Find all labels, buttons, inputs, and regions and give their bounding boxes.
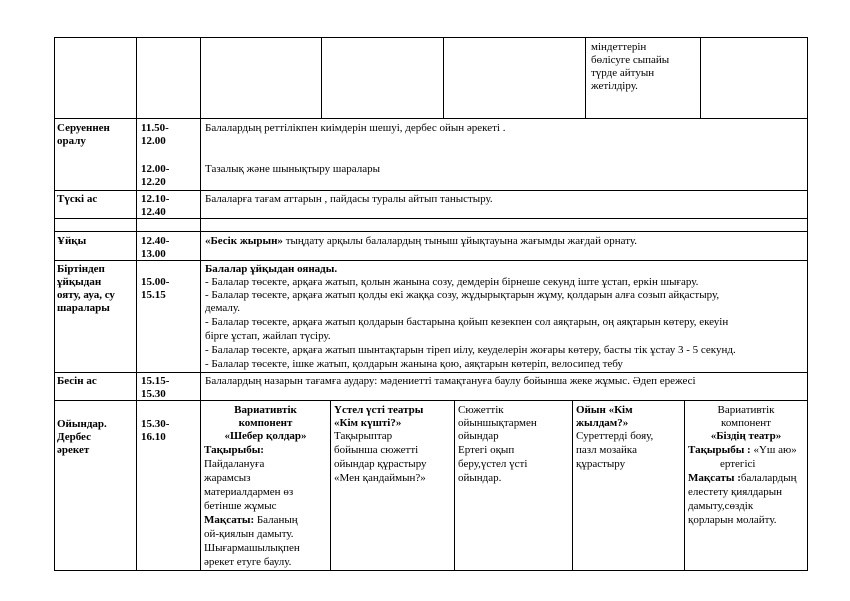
story-line: Ертегі оқып bbox=[458, 444, 515, 456]
rule-after-sleep bbox=[54, 260, 808, 261]
topic-line bbox=[688, 444, 797, 458]
rule-top-c6 bbox=[700, 37, 701, 119]
goal-line bbox=[688, 472, 797, 486]
row-label: ұйқыдан bbox=[57, 276, 102, 288]
theatre-line: «Мен қандаймын?» bbox=[334, 472, 426, 484]
rule-left bbox=[54, 37, 55, 571]
topic-text: бетінше жұмыс bbox=[204, 500, 277, 512]
story-line: ойындар bbox=[458, 430, 499, 442]
time-range: 11.50- bbox=[141, 122, 169, 134]
row-label: ояту, ауа, су bbox=[57, 289, 115, 301]
goal-text: Баланың bbox=[254, 514, 298, 526]
time-range: 12.10- bbox=[141, 193, 170, 205]
goal-text: ой-қиялын дамыту. bbox=[204, 528, 294, 540]
goal-label: Мақсаты : bbox=[688, 472, 741, 484]
row-label: Ұйқы bbox=[57, 235, 87, 247]
time-range: 16.10 bbox=[141, 431, 166, 443]
rule-col-time bbox=[200, 37, 201, 571]
goal-text: қорларын молайту. bbox=[688, 514, 777, 526]
row-label: Ойындар. bbox=[57, 418, 107, 430]
topic-text: ертегісі bbox=[720, 458, 756, 470]
theatre-line: Тақырыптар bbox=[334, 430, 393, 442]
activity-text: Балаларға тағам аттарын , пайдасы туралы айтып таныстыру. bbox=[205, 193, 493, 205]
rule-right bbox=[807, 37, 808, 571]
story-line: беру,үстел үсті bbox=[458, 458, 528, 470]
time-range: 12.00 bbox=[141, 135, 166, 147]
theatre-title: «Кім күшті?» bbox=[334, 417, 402, 429]
goal-text: балалардың bbox=[740, 472, 797, 484]
game-line: Суреттерді бояу, bbox=[576, 430, 654, 442]
row-label: оралу bbox=[57, 135, 86, 147]
exercise-line: - Балалар төсекте, арқаға жатып шынтақтарын тіреп иілу, кеуделерін жоғары көтеру, басты тік ұстау 3 - 5 секунд. bbox=[205, 344, 736, 356]
topic-label: Тақырыбы: bbox=[204, 444, 264, 456]
rule-after-snack bbox=[54, 400, 808, 401]
rule-before-sleep bbox=[54, 231, 808, 232]
story-line: ойыншықтармен bbox=[458, 417, 537, 429]
lullaby-title: «Бесік жырын» bbox=[205, 235, 283, 247]
time-range: 12.20 bbox=[141, 176, 166, 188]
variative-title: компонент bbox=[721, 417, 771, 429]
topic-text: материалдармен өз bbox=[204, 486, 294, 498]
exercise-line: бірге ұстап, жайлап түсіру. bbox=[205, 330, 331, 342]
goal-text: әрекет етуге баулу. bbox=[204, 556, 292, 568]
rule-top-c4 bbox=[443, 37, 444, 119]
time-range: 15.15- bbox=[141, 375, 170, 387]
row-label: әрекет bbox=[57, 444, 90, 456]
time-range: 15.30- bbox=[141, 418, 170, 430]
variative-title: «Шебер қолдар» bbox=[224, 430, 307, 442]
variative-title: Вариативтік bbox=[717, 404, 775, 416]
exercise-line: - Балалар төсекте, ішке жатып, қолдарын жанына қою, аяқтарын көтеріп, велосипед тебу bbox=[205, 358, 623, 370]
goal-text: дамыту,сөздік bbox=[688, 500, 754, 512]
activity-rest: тыңдату арқылы балалардың тыныш ұйықтауына жағымды жағдай орнату. bbox=[282, 235, 637, 247]
exercise-line: - Балалар төсекте, арқаға жатып қолды екі жаққа созу, жұдырықтарын жұму, қолдарын алға созып айқастыру, bbox=[205, 289, 720, 301]
topic-text: Пайдалануға bbox=[204, 458, 265, 470]
row-label: Серуеннен bbox=[57, 122, 110, 134]
row-label: Дербес bbox=[57, 431, 91, 443]
rule-games-c4 bbox=[572, 400, 573, 571]
theatre-title: Үстел үсті театры bbox=[334, 404, 424, 416]
activity-text: Балалардың реттілікпен киімдерін шешуі, дербес ойын әрекеті . bbox=[205, 122, 506, 134]
rule-top bbox=[54, 37, 808, 38]
text-line: түрде айтуын bbox=[591, 67, 655, 79]
topic-label: Тақырыбы : bbox=[688, 444, 751, 456]
time-range: 12.40 bbox=[141, 206, 166, 218]
variative-title: Вариативтік bbox=[234, 404, 297, 416]
text-line: бөлісуге сыпайы bbox=[591, 54, 670, 66]
rule-top-c3 bbox=[321, 37, 322, 119]
goal-text: Шығармашылықпен bbox=[204, 542, 300, 554]
goal-line bbox=[204, 514, 298, 528]
rule-after-lunch bbox=[54, 218, 808, 219]
rule-after-walk bbox=[54, 190, 808, 191]
rule-top-c5 bbox=[585, 37, 586, 119]
rule-games-c3 bbox=[454, 400, 455, 571]
row-label: шаралары bbox=[57, 302, 110, 314]
text-line: міндеттерін bbox=[591, 41, 647, 53]
time-range: 15.00- bbox=[141, 276, 170, 288]
story-line: ойындар. bbox=[458, 472, 502, 484]
game-line: пазл мозайка bbox=[576, 444, 637, 456]
text-line: жетілдіру. bbox=[591, 80, 638, 92]
goal-label: Мақсаты: bbox=[204, 514, 255, 526]
rule-after-top-row bbox=[54, 118, 808, 119]
rule-games-c2 bbox=[330, 400, 331, 571]
goal-text: елестету қиялдарын bbox=[688, 486, 783, 498]
exercise-line: демалу. bbox=[205, 302, 240, 314]
exercise-line: - Балалар төсекте, арқаға жатып қолдарын бастарына қойып кезекпен сол аяқтарын, оң аяқтарын көтеру, екеуін bbox=[205, 316, 729, 328]
time-range: 13.00 bbox=[141, 248, 166, 260]
topic-text: жарамсыз bbox=[204, 472, 251, 484]
time-range: 15.15 bbox=[141, 289, 166, 301]
theatre-line: бойынша сюжетті bbox=[334, 444, 419, 456]
story-line: Сюжеттік bbox=[458, 404, 504, 416]
rule-bottom bbox=[54, 570, 808, 571]
game-title: Ойын «Кім bbox=[576, 404, 633, 416]
rule-after-wakeup bbox=[54, 372, 808, 373]
row-label: Біртіндеп bbox=[57, 263, 105, 275]
time-range: 12.00- bbox=[141, 163, 170, 175]
game-title: жылдам?» bbox=[576, 417, 629, 429]
row-label: Бесін ас bbox=[57, 375, 97, 387]
time-range: 15.30 bbox=[141, 388, 166, 400]
time-range: 12.40- bbox=[141, 235, 170, 247]
topic-text: «Үш аю» bbox=[753, 444, 797, 456]
variative-title: «Біздің театр» bbox=[710, 430, 782, 442]
activity-text: Тазалық және шынықтыру шаралары bbox=[205, 163, 381, 175]
exercise-heading: Балалар ұйқыдан оянады. bbox=[205, 263, 338, 275]
row-label: Түскі ас bbox=[57, 193, 98, 205]
game-line: құрастыру bbox=[576, 458, 626, 470]
activity-text: Балалардың назарын тағамға аудару: мәдениетті тамақтануға баулу бойынша жеке жұмыс. Әдеп ережесі bbox=[205, 375, 696, 387]
theatre-line: ойындар құрастыру bbox=[334, 458, 427, 470]
activity-text bbox=[205, 235, 637, 249]
variative-title: компонент bbox=[238, 417, 293, 429]
exercise-line: - Балалар төсекте, арқаға жатып, қолын жанына созу, демдерін бірнеше секунд іште ұстап, еркін шығару. bbox=[205, 276, 699, 288]
rule-col-label bbox=[136, 37, 137, 571]
